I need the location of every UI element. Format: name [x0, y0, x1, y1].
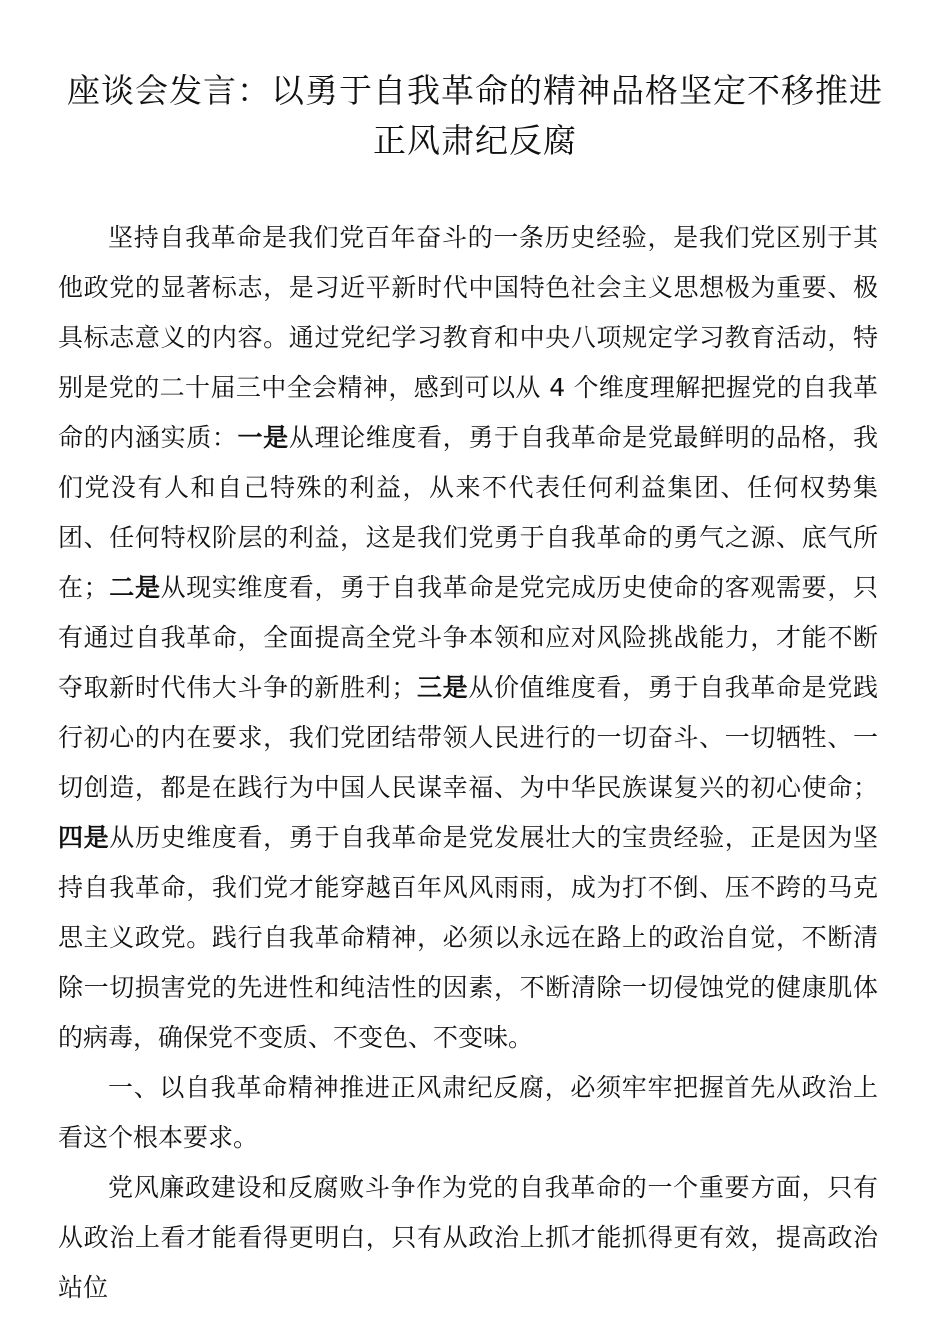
text-segment: 从理论维度看，勇于自我革命是党最鲜明的品格，我们党没有人和自己特殊的利益，从来不代表任何利益集团、任何权势集团、任何特权阶层的利益，这是我们党勇于自我革命的勇气之源、底气所在； [58, 423, 878, 602]
text-segment: 从历史维度看，勇于自我革命是党发展壮大的宝贵经验，正是因为坚持自我革命，我们党才能穿越百年风风雨雨，成为打不倒、压不跨的马克思主义政党。践行自我革命精神，必须以永远在路上的政治自觉，不断清除一切损害党的先进性和纯洁性的因素，不断清除一切侵蚀党的健康肌体的病毒，确保党不变质、不变色、不变味。 [58, 823, 878, 1052]
paragraph-section-1 [58, 1163, 878, 1313]
section-heading-1 [58, 1063, 878, 1163]
emphasis-marker-4: 四是 [58, 823, 110, 852]
document-body [58, 213, 878, 1313]
emphasis-marker-3: 三是 [416, 673, 469, 702]
paragraph-intro [58, 213, 878, 1063]
text-segment: 坚持自我革命是我们党百年奋斗的一条历史经验，是我们党区别于其他政党的显著标志，是习近平新时代中国特色社会主义思想极为重要、极具标志意义的内容。通过党纪学习教育和中央八项规定学习教育活动，特别是党的二十届三中全会精神，感到可以从 4 个维度理解把握党的自我革命的内涵实质： [58, 223, 878, 452]
emphasis-marker-1: 一是 [237, 423, 289, 452]
text-segment: 一、以自我革命精神推进正风肃纪反腐，必须牢牢把握首先从政治上看这个根本要求。 [58, 1073, 878, 1152]
document-title: 座谈会发言：以勇于自我革命的精神品格坚定不移推进正风肃纪反腐 [67, 71, 883, 160]
text-segment: 从价值维度看，勇于自我革命是党践行初心的内在要求，我们党团结带领人民进行的一切奋斗、一切牺牲、一切创造，都是在践行为中国人民谋幸福、为中华民族谋复兴的初心使命； [58, 673, 878, 802]
text-segment: 党风廉政建设和反腐败斗争作为党的自我革命的一个重要方面，只有从政治上看才能看得更明白，只有从政治上抓才能抓得更有效，提高政治站位 [58, 1173, 878, 1302]
text-segment: 从现实维度看，勇于自我革命是党完成历史使命的客观需要，只有通过自我革命，全面提高全党斗争本领和应对风险挑战能力，才能不断夺取新时代伟大斗争的新胜利； [58, 573, 878, 702]
emphasis-marker-2: 二是 [108, 573, 161, 602]
